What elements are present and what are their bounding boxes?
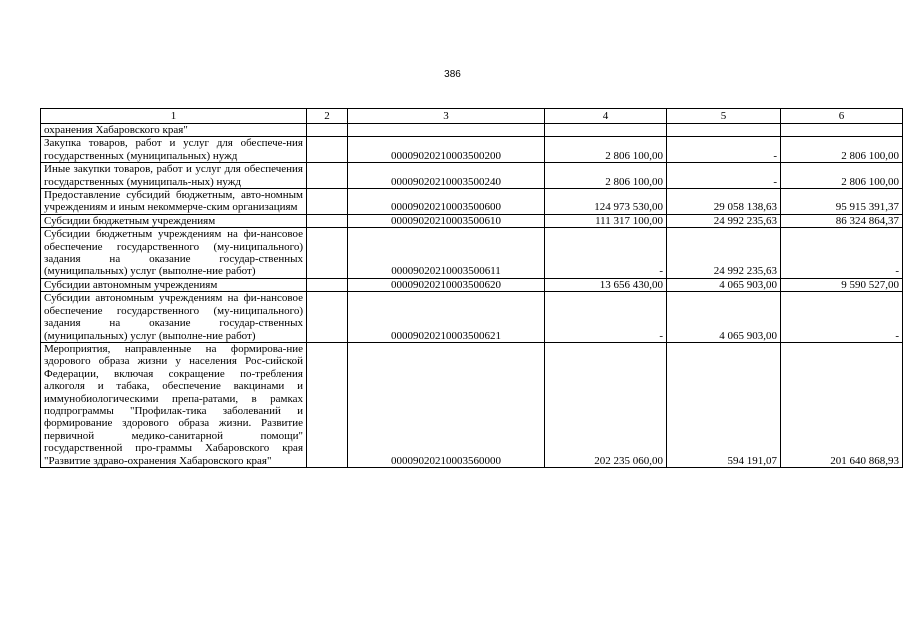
row-code: 00009020210003560000 — [348, 342, 545, 467]
row-code: 00009020210003500621 — [348, 292, 545, 343]
row-value-4 — [545, 124, 667, 137]
row-value-6: 201 640 868,93 — [781, 342, 903, 467]
column-header-4: 4 — [545, 109, 667, 124]
row-col2 — [307, 189, 348, 215]
row-value-6 — [781, 124, 903, 137]
row-value-5: - — [667, 163, 781, 189]
row-name: Субсидии бюджетным учреждениям — [41, 214, 307, 227]
row-name: Субсидии автономным учреждениям на фи-нансовое обеспечение государственного (му-ниципального) задания на оказание государ-ственных (муниципальных) услуг (выполне-ние работ) — [41, 292, 307, 343]
row-name: Закупка товаров, работ и услуг для обеспече-ния государственных (муниципальных) нужд — [41, 137, 307, 163]
row-name: Мероприятия, направленные на формирова-ние здорового образа жизни у населения Рос-сийской Федерации, включая сокращение по-требления алкоголя и табака, обеспечение вакцинами и иммунобиологическими препа-ратами, в рамках подпрограммы "Профилак-тика заболеваний и формирование здорового образа жизни. Развитие первичной медико-санитарной помощи" государственной про-граммы Хабаровского края "Развитие здраво-охранения Хабаровского края" — [41, 342, 307, 467]
row-code: 00009020210003500610 — [348, 214, 545, 227]
row-value-5: - — [667, 137, 781, 163]
row-value-4: 124 973 530,00 — [545, 189, 667, 215]
row-name: Субсидии автономным учреждениям — [41, 278, 307, 291]
row-value-5: 594 191,07 — [667, 342, 781, 467]
row-value-4: 13 656 430,00 — [545, 278, 667, 291]
row-col2 — [307, 124, 348, 137]
row-col2 — [307, 292, 348, 343]
row-col2 — [307, 228, 348, 279]
table-row — [41, 214, 903, 227]
row-code: 00009020210003500200 — [348, 137, 545, 163]
table-row — [41, 342, 903, 467]
row-value-4: 111 317 100,00 — [545, 214, 667, 227]
row-code: 00009020210003500620 — [348, 278, 545, 291]
row-value-4: - — [545, 292, 667, 343]
column-header-2: 2 — [307, 109, 348, 124]
column-header-1: 1 — [41, 109, 307, 124]
row-col2 — [307, 342, 348, 467]
column-header-6: 6 — [781, 109, 903, 124]
table-row — [41, 228, 903, 279]
table-row — [41, 278, 903, 291]
row-value-6: 2 806 100,00 — [781, 163, 903, 189]
column-header-3: 3 — [348, 109, 545, 124]
row-col2 — [307, 214, 348, 227]
row-col2 — [307, 163, 348, 189]
row-value-5: 24 992 235,63 — [667, 228, 781, 279]
row-value-6: - — [781, 228, 903, 279]
table-row — [41, 124, 903, 137]
row-value-5: 4 065 903,00 — [667, 292, 781, 343]
row-value-5: 29 058 138,63 — [667, 189, 781, 215]
row-col2 — [307, 137, 348, 163]
row-name: Иные закупки товаров, работ и услуг для обеспечения государственных (муниципаль-ных) нужд — [41, 163, 307, 189]
row-value-6: 9 590 527,00 — [781, 278, 903, 291]
row-value-4: 2 806 100,00 — [545, 137, 667, 163]
budget-table — [40, 108, 903, 468]
column-header-5: 5 — [667, 109, 781, 124]
row-name: Предоставление субсидий бюджетным, авто-номным учреждениям и иным некоммерче-ским организациям — [41, 189, 307, 215]
row-value-4: - — [545, 228, 667, 279]
table-header-row — [41, 109, 903, 124]
row-value-4: 2 806 100,00 — [545, 163, 667, 189]
row-code — [348, 124, 545, 137]
row-name: Субсидии бюджетным учреждениям на фи-нансовое обеспечение государственного (му-ниципального) задания на оказание государ-ственных (муниципальных) услуг (выполне-ние работ) — [41, 228, 307, 279]
table-row — [41, 163, 903, 189]
row-value-6: 86 324 864,37 — [781, 214, 903, 227]
row-code: 00009020210003500611 — [348, 228, 545, 279]
row-value-6: 95 915 391,37 — [781, 189, 903, 215]
row-col2 — [307, 278, 348, 291]
table-row — [41, 292, 903, 343]
row-value-6: 2 806 100,00 — [781, 137, 903, 163]
page-number: 386 — [444, 69, 461, 80]
row-value-5 — [667, 124, 781, 137]
row-value-5: 24 992 235,63 — [667, 214, 781, 227]
table-row — [41, 189, 903, 215]
row-code: 00009020210003500240 — [348, 163, 545, 189]
row-value-6: - — [781, 292, 903, 343]
row-value-5: 4 065 903,00 — [667, 278, 781, 291]
row-value-4: 202 235 060,00 — [545, 342, 667, 467]
row-name: охранения Хабаровского края" — [41, 124, 307, 137]
row-code: 00009020210003500600 — [348, 189, 545, 215]
table-row — [41, 137, 903, 163]
